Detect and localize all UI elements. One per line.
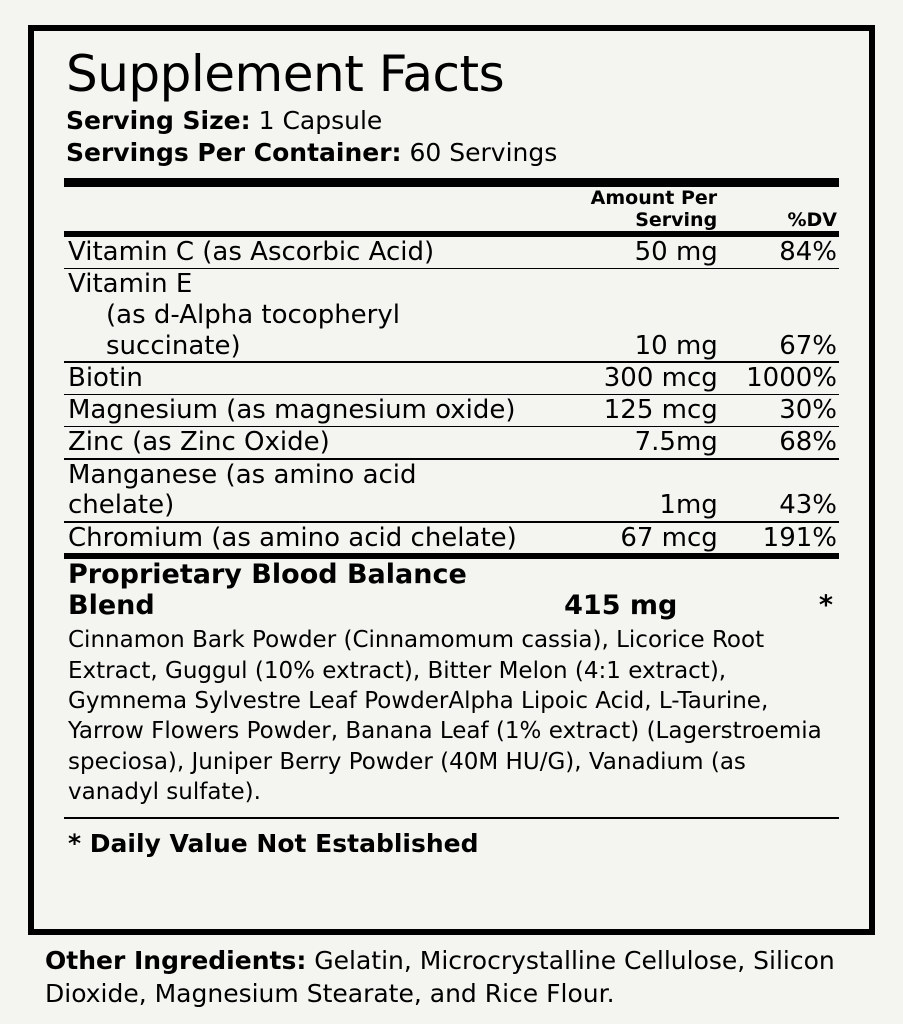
header-blank [64, 187, 528, 231]
serving-size-label: Serving Size: [66, 106, 251, 135]
serving-size-value: 1 Capsule [258, 106, 383, 135]
nutrient-name: Manganese (as amino acid chelate) [68, 459, 417, 521]
nutrient-rows [64, 237, 839, 268]
nutrient-dv: 30% [779, 395, 837, 426]
nutrient-dv: 191% [762, 522, 837, 553]
table-row [64, 395, 839, 426]
nutrient-dv: 68% [779, 427, 837, 458]
blend-ingredients: Cinnamon Bark Powder (Cinnamomum cassia), Licorice Root Extract, Guggul (10% extract), Bitter Melon (4:1 extract), Gymnema Sylvestre Leaf PowderAlpha Lipoic Acid, L-Taurine, Yarrow Flowers Powder, Banana Leaf (1% extract) (Lagerstroemia speciosa), Juniper Berry Powder (40M HU/G), Vanadium (as vanadyl sulfate). [68, 627, 822, 806]
nutrient-name-sub: (as d-Alpha tocopheryl succinate) [106, 299, 400, 361]
nutrient-dv: 67% [779, 330, 837, 361]
table-row [64, 269, 839, 361]
nutrient-rows [64, 460, 839, 521]
nutrient-name: Zinc (as Zinc Oxide) [68, 427, 330, 458]
table-row [64, 363, 839, 394]
page-title: Supplement Facts [66, 45, 505, 103]
nutrient-amount: 7.5mg [634, 427, 718, 458]
nutrient-name: Vitamin C (as Ascorbic Acid) [68, 237, 435, 267]
other-ingredients-value: Gelatin, Microcrystalline Cellulose, Silicon Dioxide, Magnesium Stearate, and Rice Flour. [45, 946, 835, 1008]
nutrient-name-main: Vitamin E [68, 269, 193, 300]
table-row [64, 523, 839, 554]
servings-per-container-value: 60 Servings [409, 138, 558, 167]
blend-amount: 415 mg [564, 590, 678, 622]
daily-value-note: * Daily Value Not Established [68, 829, 479, 859]
other-ingredients [45, 945, 875, 1010]
table-header-row [64, 187, 839, 231]
blend-row [64, 559, 839, 621]
divider-thick-top [64, 178, 839, 187]
nutrient-dv: 43% [779, 490, 837, 521]
nutrient-name: Biotin [68, 362, 143, 393]
servings-per-container-line [66, 137, 839, 169]
nutrient-name: Chromium (as amino acid chelate) [68, 522, 517, 553]
nutrient-amount: 67 mcg [620, 522, 718, 553]
blend-dv: * [818, 590, 833, 622]
table-row [64, 237, 839, 268]
nutrient-dv: 1000% [746, 362, 837, 393]
header-percent-dv: %DV [787, 209, 837, 231]
nutrient-rows [64, 269, 839, 361]
nutrient-amount: 300 mcg [603, 362, 718, 393]
nutrient-amount: 125 mcg [603, 395, 718, 426]
nutrient-rows [64, 523, 839, 554]
servings-per-container-label: Servings Per Container: [66, 138, 402, 167]
nutrient-rows [64, 427, 839, 458]
header-amount-per-serving: Amount Per Serving [590, 187, 718, 231]
blend-name: Proprietary Blood Balance Blend [68, 559, 467, 622]
nutrient-amount: 10 mg [634, 330, 718, 361]
blend-table [64, 559, 839, 621]
other-ingredients-label: Other Ingredients: [45, 946, 307, 975]
nutrient-dv: 84% [779, 237, 837, 267]
nutrient-rows [64, 363, 839, 394]
nutrient-rows [64, 395, 839, 426]
serving-size-line [66, 105, 839, 137]
table-row [64, 460, 839, 521]
nutrient-name: Magnesium (as magnesium oxide) [68, 395, 516, 426]
nutrient-name [64, 269, 529, 361]
nutrient-amount: 1mg [659, 490, 718, 521]
table-row [64, 427, 839, 458]
nutrition-table [64, 187, 839, 231]
supplement-facts-panel [28, 25, 875, 935]
nutrient-amount: 50 mg [634, 237, 718, 267]
